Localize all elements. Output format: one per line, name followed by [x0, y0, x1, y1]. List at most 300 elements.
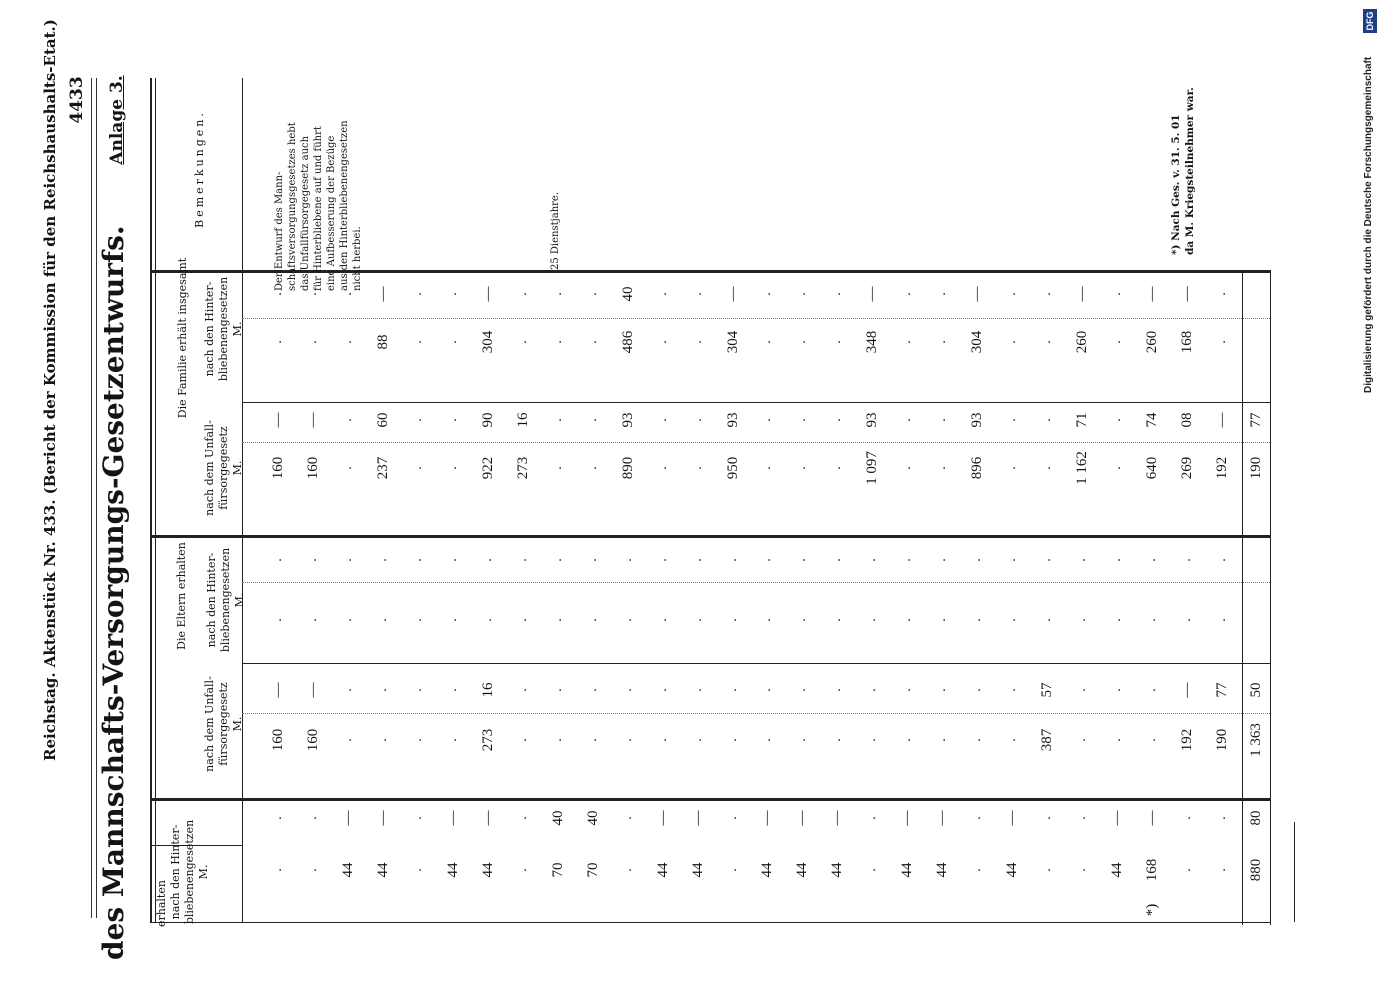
cell-eltern-ufg: 192: [1179, 728, 1196, 752]
dot-leader: .: [829, 738, 845, 742]
dot-leader: .: [1039, 816, 1055, 820]
bottom-rule: [150, 922, 1270, 923]
remark-3-line: da M. Kriegsteilnehmer war.: [1184, 87, 1196, 255]
familie-hbg-header: [203, 264, 251, 394]
dot-leader: .: [1039, 292, 1055, 296]
dot-leader: .: [374, 558, 390, 562]
dot-leader: .: [829, 466, 845, 470]
dot-leader: .: [444, 340, 460, 344]
dot-leader: .: [689, 688, 705, 692]
dot-leader: .: [1144, 618, 1160, 622]
dot-leader: .: [934, 688, 950, 692]
dot-leader: .: [409, 418, 425, 422]
dot-leader: .: [759, 418, 775, 422]
cell-col1-pf: —: [829, 810, 846, 826]
dot-leader: .: [1109, 688, 1125, 692]
dot-leader: .: [654, 738, 670, 742]
dot-leader: .: [864, 816, 880, 820]
cell-eltern-ufg-pf: 16: [479, 682, 496, 698]
familie-group-header: Die Familie erhält insgesamt: [176, 257, 189, 419]
dot-leader: .: [1214, 868, 1229, 872]
dot-leader: .: [514, 558, 530, 562]
cell-familie-hbg-pf: —: [1144, 286, 1161, 302]
cell-familie-ufg-pf: 16: [514, 412, 531, 428]
cell-familie-hbg-pf: —: [969, 286, 986, 302]
dot-leader: .: [619, 558, 635, 562]
eltern-hbg-currency: M.: [233, 592, 246, 608]
cell-familie-hbg: 486: [619, 330, 636, 354]
remark-1-line: Der Entwurf des Mann-: [274, 171, 285, 291]
dot-leader: .: [759, 738, 775, 742]
page-number: 4433: [67, 76, 87, 124]
dot-leader: .: [409, 558, 425, 562]
dot-leader: .: [304, 340, 320, 344]
eltern-ufg-l1: nach dem Unfall-: [203, 676, 216, 772]
dot-leader: .: [444, 688, 460, 692]
cell-col1-pf: —: [1004, 810, 1021, 826]
dot-leader: .: [1109, 292, 1125, 296]
dot-leader: .: [549, 738, 565, 742]
cell-col1-pf: —: [899, 810, 916, 826]
dot-leader: .: [1074, 688, 1090, 692]
dot-leader: .: [1004, 292, 1020, 296]
cell-eltern-ufg: 190: [1214, 728, 1230, 752]
cell-familie-hbg-pf: —: [864, 286, 881, 302]
cell-eltern-ufg-pf: —: [270, 682, 286, 698]
dot-leader: .: [934, 292, 950, 296]
cell-col1-pf: —: [1109, 810, 1126, 826]
dot-leader: .: [689, 738, 705, 742]
dot-leader: .: [1214, 292, 1229, 296]
familie-ufg-l2: fürsorgegesetz: [217, 426, 230, 510]
dot-leader: .: [794, 558, 810, 562]
dot-leader: .: [759, 340, 775, 344]
digitization-credit: Digitalisierung gefördert durch die Deutsche Forschungsgemeinschaft: [1363, 56, 1374, 393]
dot-leader: .: [724, 816, 740, 820]
cell-col1-pf: —: [654, 810, 671, 826]
dot-leader: .: [1074, 868, 1090, 872]
dot-leader: .: [759, 688, 775, 692]
cell-familie-ufg: 1 097: [864, 451, 881, 485]
cell-col1: 44: [339, 862, 356, 878]
eltern-hbg-l0: [191, 535, 205, 665]
dot-leader: .: [1039, 558, 1055, 562]
cell-col1: 44: [829, 862, 846, 878]
cell-col1-pf: 40: [584, 810, 601, 826]
dot-leader: .: [689, 418, 705, 422]
dot-leader: .: [270, 868, 285, 872]
dot-leader: .: [549, 558, 565, 562]
col1-header: [155, 817, 227, 927]
dot-leader: .: [514, 340, 530, 344]
cell-familie-ufg: 950: [724, 456, 741, 480]
dot-leader: .: [899, 618, 915, 622]
cell-familie-hbg: 168: [1179, 330, 1196, 354]
cell-familie-ufg: 190: [1248, 456, 1264, 480]
dot-leader: .: [479, 618, 495, 622]
dot-leader: .: [969, 558, 985, 562]
cell-col1-pf: —: [374, 810, 391, 826]
dot-leader: .: [339, 466, 355, 470]
dot-leader: .: [1214, 340, 1229, 344]
dot-leader: .: [1214, 816, 1229, 820]
dot-leader: .: [1074, 816, 1090, 820]
dot-leader: .: [794, 418, 810, 422]
dot-leader: .: [549, 618, 565, 622]
dot-leader: .: [654, 618, 670, 622]
table-rule-left: [150, 78, 152, 923]
dot-leader: .: [270, 558, 285, 562]
cell-col1-pf: —: [479, 810, 496, 826]
cell-familie-ufg-pf: —: [304, 412, 321, 428]
dot-leader: .: [1109, 558, 1125, 562]
cell-familie-ufg: 192: [1214, 456, 1230, 480]
dot-leader: .: [934, 738, 950, 742]
cell-familie-ufg-pf: —: [1214, 412, 1230, 428]
dot-leader: .: [444, 418, 460, 422]
dot-leader: .: [444, 292, 460, 296]
dot-leader: .: [724, 688, 740, 692]
dot-leader: .: [304, 868, 320, 872]
dot-leader: .: [514, 292, 530, 296]
dot-leader: .: [829, 618, 845, 622]
cell-familie-ufg-pf: 93: [864, 412, 881, 428]
dot-leader: .: [444, 466, 460, 470]
dot-leader: .: [829, 688, 845, 692]
dot-leader: .: [409, 816, 425, 820]
dot-leader: .: [514, 618, 530, 622]
dot-leader: .: [689, 292, 705, 296]
cell-familie-ufg-pf: 77: [1248, 412, 1264, 428]
dot-leader: .: [374, 618, 390, 622]
dot-leader: .: [654, 292, 670, 296]
dot-leader: .: [864, 868, 880, 872]
dot-leader: .: [969, 738, 985, 742]
dot-leader: .: [864, 738, 880, 742]
cell-familie-hbg-pf: —: [1074, 286, 1091, 302]
cell-eltern-ufg-pf: 77: [1214, 682, 1230, 698]
dot-leader: .: [1039, 868, 1055, 872]
cell-col1: 44: [444, 862, 461, 878]
cell-familie-ufg-pf: 60: [374, 412, 391, 428]
dot-leader: .: [899, 688, 915, 692]
eltern-group-header: Die Eltern erhalten: [175, 542, 188, 650]
remark-1-line: eine Aufbesserung der Bezüge: [326, 135, 337, 291]
familie-ufg-currency: M.: [231, 460, 244, 476]
remark-2: 25 Dienstjahre.: [550, 191, 561, 270]
dot-leader: .: [759, 618, 775, 622]
dot-leader: .: [304, 292, 320, 296]
cell-familie-hbg-pf: —: [724, 286, 741, 302]
cell-col1-pf: —: [339, 810, 356, 826]
dot-leader: .: [514, 868, 530, 872]
cell-familie-hbg-pf: —: [374, 286, 391, 302]
dot-leader: .: [584, 688, 600, 692]
remark-3: [1169, 87, 1201, 255]
dot-leader: .: [794, 466, 810, 470]
dot-leader: .: [584, 340, 600, 344]
dot-leader: .: [514, 738, 530, 742]
cell-col1-pf: —: [1144, 810, 1161, 826]
cell-col1: 44: [759, 862, 776, 878]
dot-leader: .: [584, 558, 600, 562]
dot-leader: .: [1179, 618, 1195, 622]
dot-leader: .: [1074, 558, 1090, 562]
cell-familie-ufg-pf: —: [270, 412, 286, 428]
col1-header-l2: nach den Hinter-: [169, 824, 182, 920]
total-rule: [1242, 270, 1243, 925]
cell-familie-hbg: 304: [969, 330, 986, 354]
cell-familie-ufg: 160: [304, 456, 321, 480]
dot-leader: .: [969, 816, 985, 820]
dot-leader: .: [934, 618, 950, 622]
dot-leader: .: [1004, 558, 1020, 562]
cell-col1-pf: —: [934, 810, 951, 826]
dot-leader: .: [969, 688, 985, 692]
annex-label: Anlage 3.: [107, 75, 127, 165]
cell-col1-pf: —: [759, 810, 776, 826]
col1-header-l1: erhalten: [155, 880, 168, 927]
cell-col1: 44: [479, 862, 496, 878]
dot-leader: .: [759, 466, 775, 470]
cell-familie-hbg: 260: [1074, 330, 1091, 354]
dot-leader: .: [1109, 738, 1125, 742]
dot-leader: .: [339, 558, 355, 562]
dot-leader: .: [1004, 340, 1020, 344]
dot-leader: .: [864, 558, 880, 562]
cell-col1: 44: [654, 862, 671, 878]
cell-eltern-ufg: 1 363: [1248, 723, 1264, 757]
dot-leader: .: [1179, 558, 1195, 562]
dot-leader: .: [1074, 618, 1090, 622]
dot-leader: .: [899, 340, 915, 344]
dot-leader: .: [689, 466, 705, 470]
dot-leader: .: [654, 466, 670, 470]
eltern-ufg-currency: M.: [231, 716, 244, 732]
dot-leader: .: [759, 558, 775, 562]
cell-familie-ufg: 922: [479, 456, 496, 480]
familie-hbg-l2: bliebenengesetzen: [217, 276, 230, 382]
cell-familie-hbg: 88: [374, 334, 391, 350]
dot-leader: .: [374, 738, 390, 742]
dot-leader: .: [549, 340, 565, 344]
dot-leader: .: [934, 466, 950, 470]
cell-eltern-ufg: 387: [1039, 728, 1056, 752]
cell-col1: 44: [934, 862, 951, 878]
dot-leader: .: [304, 816, 320, 820]
dot-leader: .: [444, 558, 460, 562]
dot-leader: .: [339, 418, 355, 422]
cell-familie-hbg: 260: [1144, 330, 1161, 354]
cell-eltern-ufg: 160: [304, 728, 321, 752]
cell-familie-hbg-pf: 40: [619, 286, 636, 302]
dot-leader: .: [1214, 618, 1229, 622]
dot-leader: .: [584, 466, 600, 470]
dot-leader: .: [409, 292, 425, 296]
dot-leader: .: [1004, 618, 1020, 622]
eltern-hbg-l1: nach den Hinter-: [205, 552, 218, 648]
cell-col1-pf: —: [444, 810, 461, 826]
cell-familie-hbg: 348: [864, 330, 881, 354]
cell-familie-ufg-pf: 90: [479, 412, 496, 428]
dot-leader: .: [864, 688, 880, 692]
cell-familie-ufg: 269: [1179, 456, 1196, 480]
dot-leader: .: [1109, 618, 1125, 622]
dot-leader: .: [899, 558, 915, 562]
cell-familie-hbg: 304: [724, 330, 741, 354]
dot-leader: .: [339, 292, 355, 296]
dot-leader: .: [584, 292, 600, 296]
eltern-ufg-l2: fürsorgegesetz: [217, 682, 230, 766]
dot-leader: .: [1144, 688, 1160, 692]
dot-leader: .: [1004, 738, 1020, 742]
dot-leader: .: [409, 466, 425, 470]
col1-currency: M.: [197, 864, 210, 880]
dot-leader: .: [794, 738, 810, 742]
table-rule-left-2: [155, 78, 156, 923]
dot-leader: .: [1004, 466, 1020, 470]
dot-leader: .: [829, 558, 845, 562]
col1-header-l3: bliebenengesetzen: [183, 819, 196, 925]
cell-col1: 44: [794, 862, 811, 878]
dot-leader: .: [724, 618, 740, 622]
cell-familie-ufg: 890: [619, 456, 636, 480]
cell-familie-hbg-pf: —: [479, 286, 496, 302]
dot-leader: .: [689, 340, 705, 344]
dot-leader: .: [794, 292, 810, 296]
cell-familie-ufg-pf: 93: [619, 412, 636, 428]
dot-leader: .: [864, 618, 880, 622]
cell-col1-pf: 40: [549, 810, 566, 826]
dot-leader: .: [969, 868, 985, 872]
cell-col1: 44: [689, 862, 706, 878]
dot-leader: .: [899, 466, 915, 470]
familie-ufg-l1: nach dem Unfall-: [203, 420, 216, 516]
dot-leader: .: [339, 340, 355, 344]
familie-hbg-l1: nach den Hinter-: [203, 281, 216, 377]
dot-leader: .: [444, 738, 460, 742]
dot-leader: .: [1109, 418, 1125, 422]
dot-leader: .: [270, 340, 285, 344]
dot-leader: .: [619, 618, 635, 622]
cell-eltern-ufg-pf: —: [1179, 682, 1196, 698]
total-rule-2: [1270, 270, 1271, 925]
dot-leader: .: [479, 558, 495, 562]
dot-leader: .: [514, 688, 530, 692]
remark-3-line: *) Nach Ges. v. 31. 5. 01: [1170, 114, 1182, 255]
table-title: des Mannschafts-Versorgungs-Gesetzentwurfs.: [97, 225, 130, 960]
head-rule-2: [91, 78, 92, 918]
eltern-hbg-l2: bliebenengesetzen: [219, 547, 232, 653]
cell-familie-ufg-pf: 71: [1074, 412, 1091, 428]
dot-leader: .: [829, 292, 845, 296]
dot-leader: .: [619, 738, 635, 742]
cell-col1-pf: —: [794, 810, 811, 826]
remark-1-line: schaftsversorgungsgesetzes hebt: [287, 122, 298, 291]
dot-leader: .: [654, 418, 670, 422]
dot-leader: .: [1144, 738, 1160, 742]
cell-eltern-ufg-pf: 50: [1248, 682, 1264, 698]
cell-col1: 70: [584, 862, 601, 878]
dot-leader: .: [514, 816, 530, 820]
dot-leader: .: [1039, 340, 1055, 344]
cell-col1: 44: [1004, 862, 1021, 878]
dot-leader: .: [584, 418, 600, 422]
dot-leader: .: [654, 558, 670, 562]
dot-leader: .: [1109, 340, 1125, 344]
cell-col1: 44: [1109, 862, 1126, 878]
cell-familie-ufg-pf: 08: [1179, 412, 1196, 428]
dot-leader: .: [794, 340, 810, 344]
eltern-hbg-header: [191, 535, 251, 665]
dot-leader: .: [339, 738, 355, 742]
cell-eltern-ufg: 160: [270, 728, 286, 752]
dot-leader: .: [794, 688, 810, 692]
dot-leader: .: [1109, 466, 1125, 470]
dot-leader: .: [409, 738, 425, 742]
dot-leader: .: [1214, 558, 1229, 562]
dot-leader: .: [724, 868, 740, 872]
dot-leader: .: [1179, 868, 1195, 872]
dot-leader: .: [549, 466, 565, 470]
cell-familie-ufg: 896: [969, 456, 986, 480]
cell-familie-ufg-pf: 93: [724, 412, 741, 428]
dot-leader: .: [304, 558, 320, 562]
dot-leader: .: [1074, 738, 1090, 742]
dot-leader: .: [689, 618, 705, 622]
cell-col1: 168: [1144, 858, 1161, 882]
dot-leader: .: [549, 418, 565, 422]
cell-familie-ufg-pf: 93: [969, 412, 986, 428]
dot-leader: .: [339, 688, 355, 692]
dot-leader: .: [1004, 688, 1020, 692]
cell-col1-pf: 80: [1248, 810, 1264, 826]
dot-leader: .: [934, 340, 950, 344]
dot-leader: .: [829, 418, 845, 422]
dot-leader: .: [899, 292, 915, 296]
dot-leader: .: [1039, 618, 1055, 622]
cell-familie-ufg: 237: [374, 456, 391, 480]
dot-leader: .: [724, 738, 740, 742]
dot-leader: .: [304, 618, 320, 622]
dot-leader: .: [1144, 558, 1160, 562]
remark-1-line: das Unfallfürsorgegesetz auch: [300, 135, 311, 291]
dot-leader: .: [899, 418, 915, 422]
dot-leader: .: [1039, 418, 1055, 422]
eltern-ufg-header: [203, 659, 251, 789]
dot-leader: .: [654, 688, 670, 692]
remark-1: [273, 101, 365, 291]
remark-1-line: für Hinterbliebene auf und führt: [313, 126, 324, 291]
dot-leader: .: [409, 868, 425, 872]
dot-leader: .: [270, 618, 285, 622]
dot-leader: .: [549, 292, 565, 296]
dot-leader: .: [969, 618, 985, 622]
dot-leader: .: [1179, 816, 1195, 820]
cell-familie-ufg-pf: 74: [1144, 412, 1161, 428]
cell-col1: 44: [374, 862, 391, 878]
dot-leader: .: [724, 558, 740, 562]
dot-leader: .: [619, 816, 635, 820]
dot-leader: .: [934, 558, 950, 562]
dot-leader: .: [374, 688, 390, 692]
dot-leader: .: [1039, 466, 1055, 470]
dot-leader: .: [339, 618, 355, 622]
dot-leader: .: [270, 816, 285, 820]
cell-col1: 880: [1248, 858, 1264, 882]
cell-familie-ufg: 273: [514, 456, 531, 480]
remark-1-line: aus den Hinterbliebenengesetzen: [339, 120, 350, 291]
